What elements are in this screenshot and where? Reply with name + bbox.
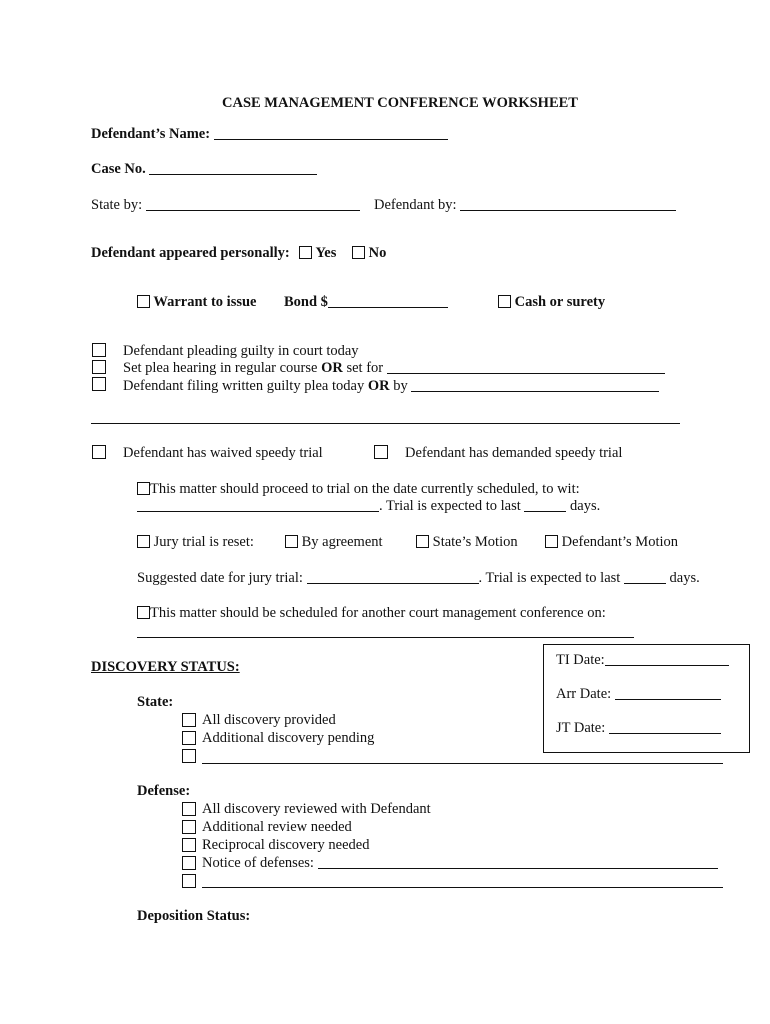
defendants-motion-checkbox[interactable] bbox=[545, 535, 558, 548]
suggested-days-field[interactable] bbox=[624, 570, 666, 584]
cash-row bbox=[498, 293, 605, 311]
discovery-reviewed-checkbox[interactable] bbox=[182, 802, 196, 816]
all-discovery-provided-checkbox[interactable] bbox=[182, 713, 196, 727]
demanded-speedy-checkbox[interactable] bbox=[374, 445, 388, 459]
additional-discovery-pending-label: Additional discovery pending bbox=[202, 730, 375, 746]
defendants-motion-label: Defendant’s Motion bbox=[561, 534, 679, 550]
notice-defenses-checkbox[interactable] bbox=[182, 856, 196, 870]
proceed-checkbox[interactable] bbox=[137, 482, 150, 495]
proceed-date-field[interactable] bbox=[137, 498, 379, 512]
warrant-row bbox=[137, 293, 256, 311]
bond-amount-field[interactable] bbox=[328, 294, 448, 308]
defense-label: Defense: bbox=[137, 783, 191, 799]
section-divider bbox=[91, 423, 680, 424]
written-plea-or: OR bbox=[367, 378, 390, 394]
proceed-days-field[interactable] bbox=[524, 498, 566, 512]
another-conf-date-field[interactable] bbox=[137, 637, 634, 638]
state-by-row bbox=[91, 196, 360, 214]
written-plea-row bbox=[123, 377, 659, 395]
another-conf-label: This matter should be scheduled for another court management conference on: bbox=[150, 605, 606, 621]
jury-reset-row bbox=[137, 533, 254, 551]
demanded-speedy-label: Defendant has demanded speedy trial bbox=[405, 445, 623, 461]
defendant-by-label: Defendant by: bbox=[374, 197, 457, 213]
discovery-heading: DISCOVERY STATUS: bbox=[91, 659, 240, 675]
additional-review-label: Additional review needed bbox=[202, 819, 352, 835]
proceed-expected-b: days. bbox=[570, 498, 601, 514]
case-no-field[interactable] bbox=[149, 161, 317, 175]
plea-hearing-or: OR bbox=[321, 360, 343, 376]
by-agreement-checkbox[interactable] bbox=[285, 535, 298, 548]
deposition-status-label: Deposition Status: bbox=[137, 908, 251, 924]
yes-label: Yes bbox=[315, 245, 337, 261]
another-conf-checkbox[interactable] bbox=[137, 606, 150, 619]
proceed-label: This matter should proceed to trial on the date currently scheduled, to wit: bbox=[150, 481, 580, 497]
defendant-by-field[interactable] bbox=[460, 197, 676, 211]
reciprocal-discovery-label: Reciprocal discovery needed bbox=[202, 837, 370, 853]
jury-reset-label: Jury trial is reset: bbox=[153, 534, 254, 550]
by-agreement-label: By agreement bbox=[301, 534, 383, 550]
no-label: No bbox=[368, 245, 387, 261]
no-checkbox[interactable] bbox=[352, 246, 365, 259]
warrant-checkbox[interactable] bbox=[137, 295, 150, 308]
plea-hearing-date-field[interactable] bbox=[387, 360, 665, 374]
suggested-label: Suggested date for jury trial: bbox=[137, 570, 303, 586]
reciprocal-discovery-checkbox[interactable] bbox=[182, 838, 196, 852]
plea-guilty-checkbox[interactable] bbox=[92, 343, 106, 357]
written-plea-label-a: Defendant filing written guilty plea today bbox=[123, 378, 365, 394]
additional-discovery-pending-checkbox[interactable] bbox=[182, 731, 196, 745]
bond-row bbox=[284, 293, 448, 311]
written-plea-label-b: by bbox=[393, 378, 408, 394]
jury-reset-checkbox[interactable] bbox=[137, 535, 150, 548]
proceed-expected-a: . Trial is expected to last bbox=[379, 498, 521, 514]
notice-defenses-row bbox=[202, 854, 718, 872]
plea-hearing-row bbox=[123, 359, 665, 377]
states-motion-checkbox[interactable] bbox=[416, 535, 429, 548]
dates-box bbox=[543, 644, 750, 753]
discovery-reviewed-label: All discovery reviewed with Defendant bbox=[202, 801, 431, 817]
bond-label: Bond $ bbox=[284, 294, 328, 310]
cash-label: Cash or surety bbox=[514, 294, 606, 310]
jt-date-field[interactable] bbox=[609, 720, 721, 734]
cash-checkbox[interactable] bbox=[498, 295, 511, 308]
suggested-date-field[interactable] bbox=[307, 570, 479, 584]
jt-date-row bbox=[556, 719, 721, 737]
suggested-expected-b: days. bbox=[669, 570, 700, 586]
defendants-motion-row bbox=[545, 533, 678, 551]
proceed-row bbox=[137, 480, 580, 498]
defense-other-field[interactable] bbox=[202, 887, 723, 888]
appearance-row bbox=[91, 244, 386, 262]
page-title: CASE MANAGEMENT CONFERENCE WORKSHEET bbox=[222, 95, 578, 111]
states-motion-row bbox=[416, 533, 518, 551]
case-no-label: Case No. bbox=[91, 161, 146, 177]
state-other-field[interactable] bbox=[202, 763, 723, 764]
waived-speedy-checkbox[interactable] bbox=[92, 445, 106, 459]
written-plea-checkbox[interactable] bbox=[92, 377, 106, 391]
suggested-row bbox=[137, 569, 700, 587]
defense-other-checkbox[interactable] bbox=[182, 874, 196, 888]
additional-review-checkbox[interactable] bbox=[182, 820, 196, 834]
arr-date-row bbox=[556, 685, 721, 703]
yes-checkbox[interactable] bbox=[299, 246, 312, 259]
plea-hearing-label-a: Set plea hearing in regular course bbox=[123, 360, 318, 376]
suggested-expected-a: . Trial is expected to last bbox=[478, 570, 621, 586]
ti-date-row bbox=[556, 651, 729, 669]
defendant-name-field[interactable] bbox=[214, 126, 448, 140]
proceed-date-row bbox=[137, 497, 600, 515]
state-by-field[interactable] bbox=[146, 197, 360, 211]
jt-date-label: JT Date: bbox=[556, 720, 606, 736]
state-label: State: bbox=[137, 694, 174, 710]
arr-date-label: Arr Date: bbox=[556, 686, 612, 702]
ti-date-field[interactable] bbox=[605, 652, 729, 666]
plea-guilty-label: Defendant pleading guilty in court today bbox=[123, 343, 359, 359]
notice-defenses-label: Notice of defenses: bbox=[202, 855, 314, 871]
state-by-label: State by: bbox=[91, 197, 143, 213]
arr-date-field[interactable] bbox=[615, 686, 721, 700]
ti-date-label: TI Date: bbox=[556, 652, 605, 668]
defendant-name-label: Defendant’s Name: bbox=[91, 126, 211, 142]
plea-hearing-label-b: set for bbox=[346, 360, 384, 376]
appearance-label: Defendant appeared personally: bbox=[91, 245, 290, 261]
plea-hearing-checkbox[interactable] bbox=[92, 360, 106, 374]
warrant-label: Warrant to issue bbox=[153, 294, 257, 310]
written-plea-date-field[interactable] bbox=[411, 378, 659, 392]
all-discovery-provided-label: All discovery provided bbox=[202, 712, 336, 728]
defendant-by-row bbox=[374, 196, 676, 214]
another-conf-row bbox=[137, 604, 606, 622]
waived-speedy-label: Defendant has waived speedy trial bbox=[123, 445, 323, 461]
case-no-row bbox=[91, 160, 317, 178]
notice-defenses-field[interactable] bbox=[318, 855, 718, 869]
defendant-name-row bbox=[91, 125, 448, 143]
states-motion-label: State’s Motion bbox=[432, 534, 518, 550]
by-agreement-row bbox=[285, 533, 383, 551]
state-other-checkbox[interactable] bbox=[182, 749, 196, 763]
